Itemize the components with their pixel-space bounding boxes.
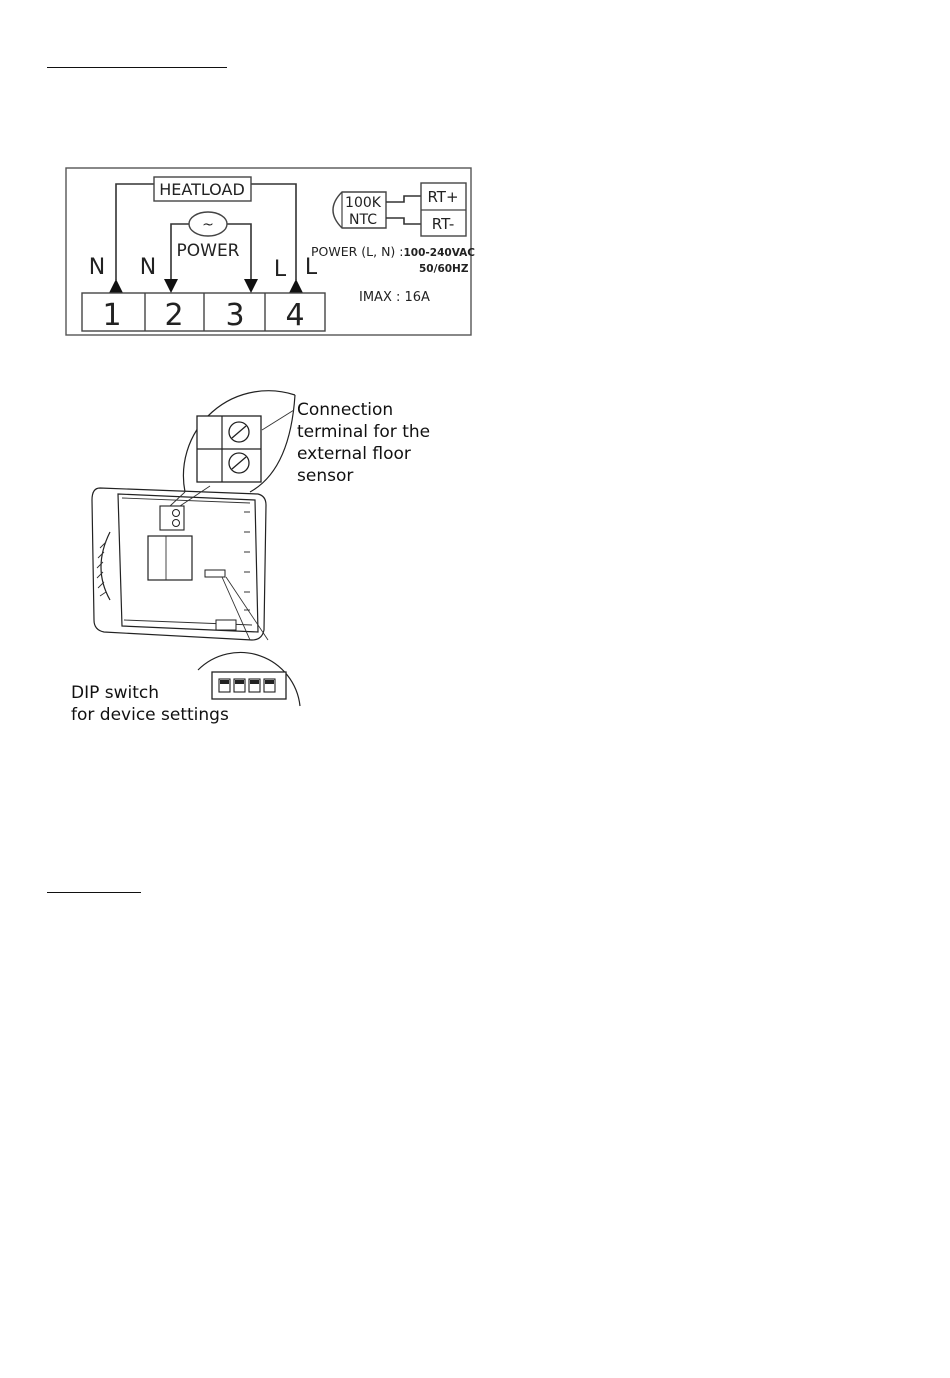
terminal-3-number: 3 (225, 298, 245, 333)
callout-sensor-line-3: external floor (297, 444, 411, 464)
device-right-pins (244, 512, 250, 610)
callout-dip-line-1: DIP switch (71, 683, 160, 703)
device-relay (148, 536, 192, 580)
callout-sensor-line-1: Connection (297, 400, 394, 420)
power-spec-prefix: POWER (L, N) : (311, 244, 404, 259)
device-screw-1 (173, 510, 180, 517)
callout-sensor-line-4: sensor (297, 466, 354, 486)
extra-letter: L (304, 255, 318, 280)
device-illustration (0, 380, 950, 740)
power-label: POWER (176, 241, 240, 261)
power-spec-frequency: 50/60HZ (419, 263, 469, 275)
terminal-4-number: 4 (285, 298, 305, 333)
terminal-2-number: 2 (164, 298, 184, 333)
terminal-1-number: 1 (102, 298, 122, 333)
rt-plus-label: RT+ (427, 188, 459, 206)
device-connector (216, 620, 236, 630)
device-dip-switch (205, 570, 225, 577)
ntc-label-line1: 100K (345, 195, 381, 211)
device-screw-2 (173, 520, 180, 527)
callout-sensor-line-2: terminal for the (297, 422, 431, 442)
terminal-4-letter: L (273, 257, 287, 282)
heatload-label: HEATLOAD (159, 180, 245, 199)
section-heading-rule-2 (47, 892, 141, 893)
wiring-diagram (0, 0, 950, 360)
callout-dip-line-2: for device settings (71, 705, 229, 725)
terminal-2-letter: N (139, 255, 157, 280)
device-sensor-terminal (160, 506, 184, 530)
power-spec (311, 244, 475, 259)
ntc-label-line2: NTC (349, 212, 377, 228)
imax-spec: IMAX : 16A (359, 290, 430, 305)
ac-symbol: ~ (202, 217, 214, 233)
terminal-1-letter: N (88, 255, 106, 280)
power-spec-voltage: 100-240VAC (403, 247, 475, 259)
rt-minus-label: RT- (431, 215, 455, 233)
callout-leader-sensor (262, 410, 294, 430)
